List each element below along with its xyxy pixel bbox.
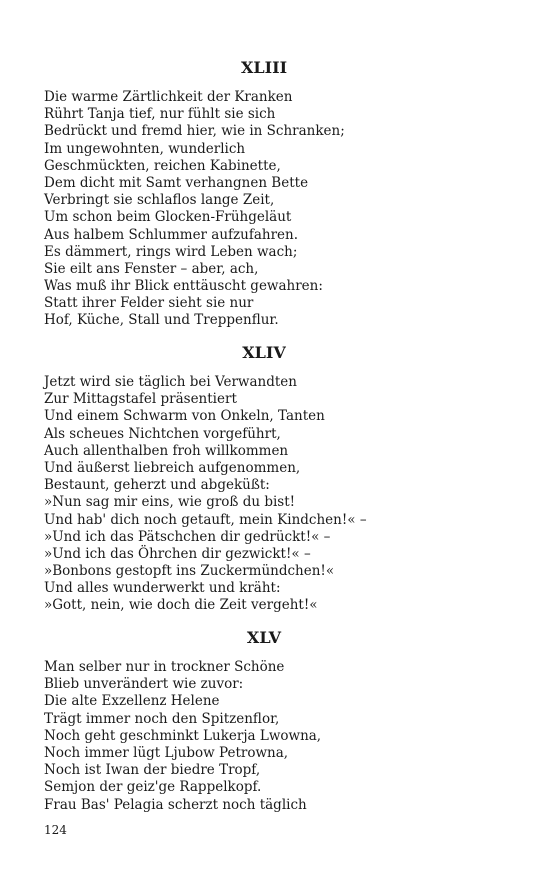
page-number: 124 [44,823,67,837]
verse-line: Als scheues Nichtchen vorgeführt, [44,425,281,442]
verse-line: Trägt immer noch den Spitzenflor, [44,710,280,727]
verse-line: Hof, Küche, Stall und Treppenflur. [44,312,279,329]
stanza-lines [44,374,514,615]
stanza-xliv [44,343,514,615]
verse-line: Es dämmert, rings wird Leben wach; [44,243,298,260]
verse-line: Verbringt sie schlaflos lange Zeit, [44,192,275,209]
verse-line: Und äußerst liebreich aufgenommen, [44,459,301,476]
verse-line: Frau Bas' Pelagia scherzt noch täglich [44,796,307,813]
verse-line: Noch immer lügt Ljubow Petrowna, [44,744,289,761]
verse-line: Dem dicht mit Samt verhangnen Bette [44,174,309,191]
verse-line: Bedrückt und fremd hier, wie in Schranken; [44,123,345,140]
verse-line: Was muß ihr Blick enttäuscht gewahren: [44,278,323,295]
verse-line: Und hab' dich noch getauft, mein Kindchen!« – [44,511,367,528]
verse-line: Man selber nur in trockner Schöne [44,659,285,675]
stanza-xliii [44,58,514,330]
stanza-lines [44,89,514,330]
verse-line: Auch allenthalben froh willkommen [44,442,289,459]
verse-line: »Nun sag mir eins, wie groß du bist! [44,494,296,511]
stanza-lines [44,659,514,814]
verse-line: Die warme Zärtlichkeit der Kranken [44,89,293,105]
stanza-title: XLV [246,628,282,647]
verse-line: Jetzt wird sie täglich bei Verwandten [44,374,297,390]
verse-line: Und alles wunderwerkt und kräht: [44,580,281,597]
verse-line: Rührt Tanja tief, nur fühlt sie sich [44,106,276,123]
verse-line: Aus halbem Schlummer aufzufahren. [44,226,299,243]
verse-line: »Und ich das Pätschchen dir gedrückt!« – [44,528,331,545]
verse-line: »Bonbons gestopft ins Zuckermündchen!« [44,563,335,580]
verse-line: Noch ist Iwan der biedre Tropf, [44,762,261,779]
verse-line: Sie eilt ans Fenster – aber, ach, [44,260,259,277]
verse-line: Die alte Exzellenz Helene [44,693,220,710]
verse-line: Und einem Schwarm von Onkeln, Tanten [44,408,325,425]
stanza-title: XLIV [242,343,286,362]
verse-line: Zur Mittagstafel präsentiert [44,391,237,408]
verse-line: »Und ich das Öhrchen dir gezwickt!« – [44,545,311,562]
verse-line: »Gott, nein, wie doch die Zeit vergeht!« [44,597,318,614]
verse-line: Statt ihrer Felder sieht sie nur [44,295,254,312]
verse-line: Blieb unverändert wie zuvor: [44,676,244,693]
verse-line: Geschmückten, reichen Kabinette, [44,157,281,174]
verse-line: Um schon beim Glocken-Frühgeläut [44,209,292,226]
verse-line: Noch geht geschminkt Lukerja Lwowna, [44,727,322,744]
stanza-xlv [44,628,514,814]
stanza-title: XLIII [240,58,288,77]
verse-line: Semjon der geiz'ge Rappelkopf. [44,779,262,796]
verse-line: Im ungewohnten, wunderlich [44,140,246,157]
verse-line: Bestaunt, geherzt und abgeküßt: [44,477,270,494]
